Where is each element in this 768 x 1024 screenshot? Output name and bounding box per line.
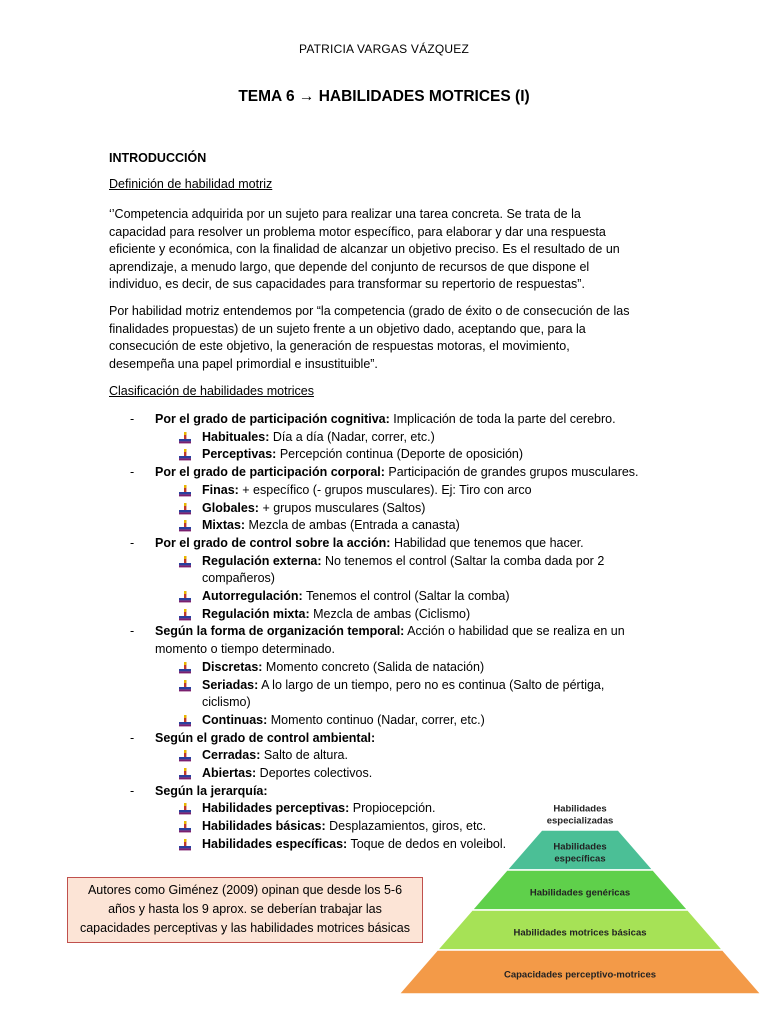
item-title: Continuas: (202, 712, 268, 727)
arrow-bullet-icon (179, 556, 191, 568)
item-title: Autorregulación: (202, 589, 303, 604)
callout-line: capacidades perceptivas y las habilidades motrices básicas (79, 921, 411, 935)
classification-item (130, 553, 650, 571)
item-description: Salto de altura. (260, 748, 348, 763)
item-title: Abiertas: (202, 766, 257, 781)
author-name: PATRICIA VARGAS VÁZQUEZ (299, 42, 469, 56)
definition-heading: Definición de habilidad motriz (109, 177, 273, 191)
arrow-bullet-icon (179, 839, 191, 851)
item-title: Habilidades perceptivas: (202, 801, 350, 816)
category-title: Según la jerarquía: (155, 783, 268, 798)
paragraph-line: Por habilidad motriz entendemos por “la competencia (grado de éxito o de consecución de las (109, 304, 630, 318)
item-title: Cerradas: (202, 748, 261, 763)
item-title: Seriadas: (202, 677, 259, 692)
item-description: Tenemos el control (Saltar la comba) (302, 589, 510, 604)
classification-category-continuation (130, 641, 650, 659)
list-dash: - (130, 412, 135, 426)
arrow-bullet-icon (179, 520, 191, 532)
item-description: + específico (- grupos musculares). Ej: Tiro con arco (238, 482, 532, 497)
list-dash: - (130, 783, 135, 798)
list-dash: - (130, 730, 135, 745)
classification-category (130, 411, 650, 429)
item-title: Discretas: (202, 659, 263, 674)
arrow-bullet-icon (179, 715, 191, 727)
arrow-bullet-icon (179, 662, 191, 674)
category-description: Acción o habilidad que se realiza en un (404, 624, 625, 639)
item-description: Propiocepción. (349, 801, 436, 816)
category-title: Por el grado de participación corporal: (155, 465, 385, 480)
arrow-bullet-icon (179, 821, 191, 833)
item-title: Finas: (202, 482, 239, 497)
classification-item (130, 765, 650, 783)
item-title: Perceptivas: (202, 447, 277, 462)
arrow-bullet-icon (179, 609, 191, 621)
item-description: + grupos musculares (Saltos) (258, 500, 426, 515)
classification-category (130, 464, 650, 482)
paragraph-line: desempeña una papel primordial e insustituible”. (109, 356, 378, 371)
classification-item (130, 659, 650, 677)
arrow-bullet-icon (179, 449, 191, 461)
arrow-bullet-icon (179, 432, 191, 444)
pyramid-level-label: Habilidades genéricas (529, 887, 631, 899)
classification-category (130, 535, 650, 553)
item-description: Desplazamientos, giros, etc. (325, 819, 487, 834)
classification-category (130, 623, 650, 641)
category-description: Participación de grandes grupos musculares. (384, 465, 639, 480)
item-title: Habilidades básicas: (202, 819, 326, 834)
classification-item (130, 747, 650, 765)
paragraph-line: consecución de este objetivo, la generación de respuestas motoras, el movimiento, (109, 339, 570, 353)
category-title: Según el grado de control ambiental: (155, 730, 376, 745)
arrow-bullet-icon (179, 503, 191, 515)
list-dash: - (130, 624, 135, 639)
arrow-bullet-icon (179, 750, 191, 762)
intro-heading: INTRODUCCIÓN (109, 151, 207, 165)
arrow-bullet-icon (179, 485, 191, 497)
classification-item (130, 500, 650, 518)
pyramid-level-label: específicas (554, 853, 606, 865)
pyramid-level-label: Habilidades motrices básicas (513, 927, 647, 939)
classification-item (130, 588, 650, 606)
pyramid-level-label: especializadas (546, 815, 614, 827)
item-description: compañeros) (202, 571, 275, 586)
item-description: Momento concreto (Salida de natación) (262, 659, 485, 674)
category-description: Implicación de toda la parte del cerebro. (389, 412, 616, 426)
item-title: Mixtas: (202, 518, 246, 533)
item-description: Momento continuo (Nadar, correr, etc.) (267, 712, 485, 727)
item-description: Percepción continua (Deporte de oposición) (276, 447, 524, 462)
item-description: A lo largo de un tiempo, pero no es continua (Salto de pértiga, (258, 677, 605, 692)
paragraph-line: finalidades propuestas) de un sujeto frente a un objetivo dado, aceptando que, para la (109, 321, 586, 336)
definition-quote (109, 206, 669, 294)
quote-line: ‘’Competencia adquirida por un sujeto para realizar una tarea concreta. Se trata de la (109, 207, 581, 221)
category-title: Según la forma de organización temporal: (155, 624, 405, 639)
quote-line: aprendizaje, a menudo largo, que depende del conjunto de recursos de que dispone el (109, 259, 590, 274)
classification-item-continuation (130, 694, 650, 712)
hierarchy-pyramid (397, 784, 763, 996)
arrow-bullet-icon (179, 803, 191, 815)
classification-item (130, 712, 650, 730)
page-title: TEMA 6 → HABILIDADES MOTRICES (I) (238, 88, 530, 105)
callout-line: años y hasta los 9 aprox. se deberían trabajar las (108, 902, 382, 916)
item-description: Mezcla de ambas (Entrada a canasta) (245, 518, 460, 533)
item-title: Regulación externa: (202, 553, 322, 568)
item-description: Mezcla de ambas (Ciclismo) (309, 606, 471, 621)
classification-heading: Clasificación de habilidades motrices (109, 384, 314, 398)
classification-item-continuation (130, 570, 650, 588)
classification-item (130, 429, 650, 447)
item-title: Globales: (202, 500, 259, 515)
category-description: momento o tiempo determinado. (155, 642, 335, 657)
arrow-bullet-icon (179, 680, 191, 692)
item-description: No tenemos el control (Saltar la comba dada por 2 (321, 553, 605, 568)
callout-box (67, 877, 423, 943)
quote-line: individuo, es decir, de sus capacidades para transformar su repertorio de respuestas”. (109, 277, 585, 291)
list-dash: - (130, 535, 135, 550)
pyramid-level-label: Capacidades perceptivo-motrices (503, 969, 657, 981)
item-description: ciclismo) (202, 695, 251, 710)
classification-category (130, 730, 650, 748)
classification-item (130, 446, 650, 464)
item-description: Toque de dedos en voleibol. (347, 836, 507, 851)
list-dash: - (130, 465, 135, 480)
definition-paragraph (109, 303, 669, 373)
item-title: Habituales: (202, 429, 270, 444)
category-title: Por el grado de participación cognitiva: (155, 412, 390, 426)
callout-line: Autores como Giménez (2009) opinan que desde los 5-6 (87, 883, 403, 897)
arrow-bullet-icon (179, 591, 191, 603)
category-description: Habilidad que tenemos que hacer. (390, 535, 584, 550)
item-title: Regulación mixta: (202, 606, 310, 621)
classification-item (130, 677, 650, 695)
quote-line: eficiente y económica, con la finalidad de alcanzar un objetivo preciso. Es el resultado de un (109, 242, 620, 256)
arrow-bullet-icon (179, 768, 191, 780)
category-title: Por el grado de control sobre la acción: (155, 535, 391, 550)
item-title: Habilidades específicas: (202, 836, 348, 851)
pyramid-level-label: Habilidades (553, 803, 607, 815)
classification-item (130, 517, 650, 535)
pyramid-level-label: Habilidades (553, 841, 607, 853)
item-description: Deportes colectivos. (256, 766, 373, 781)
classification-item (130, 606, 650, 624)
quote-line: capacidad para resolver un problema motor específico, para elaborar y dar una respuesta (109, 224, 606, 239)
classification-item (130, 482, 650, 500)
item-description: Día a día (Nadar, correr, etc.) (269, 429, 435, 444)
